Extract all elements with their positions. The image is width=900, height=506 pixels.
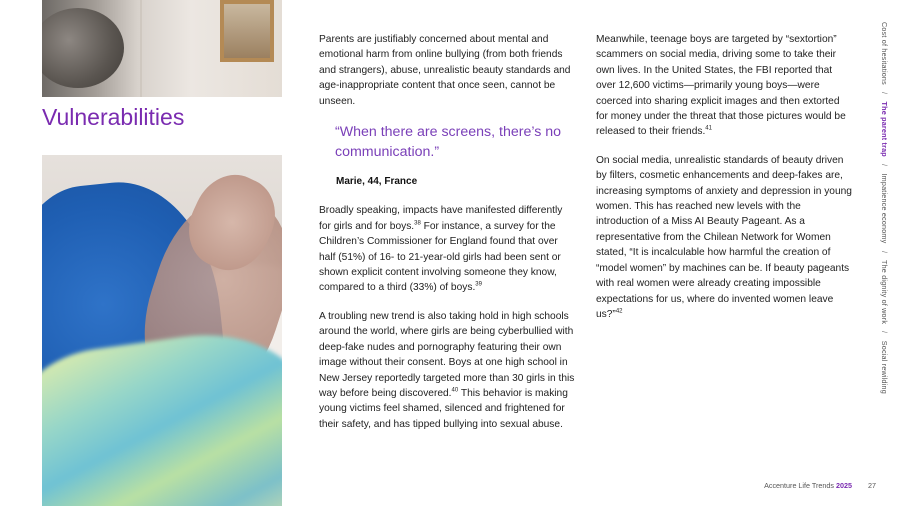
text-column-1 xyxy=(319,32,575,445)
column2-paragraph-1 xyxy=(596,32,854,140)
column1-paragraph-3 xyxy=(319,309,575,432)
column1-paragraph-3-text-b: This behavior is making young victims feel shamed, silenced and frightened for their safety, and has tipped bullying into sexual abuse. xyxy=(319,387,568,430)
page-number: 27 xyxy=(868,481,876,490)
quote-attribution: Marie, 44, France xyxy=(336,176,418,188)
column2-paragraph-2 xyxy=(596,153,854,322)
footnote-ref: 42 xyxy=(615,308,623,315)
column1-paragraph-2 xyxy=(319,203,575,295)
pull-quote: “When there are screens, there’s no communication.” xyxy=(335,124,562,161)
footer-brand: Accenture Life Trends xyxy=(764,481,834,490)
photo-child-head xyxy=(42,8,124,88)
column1-paragraph-2-text-b: For instance, a survey for the Children’s Commissioner for England found that over half (51%) of 16- to 21-year-old girls had been sent or shown explicit content involving someone they know, compared to a third (33%) of boys. xyxy=(319,220,561,294)
footnote-ref: 41 xyxy=(705,126,712,133)
nav-separator: / xyxy=(880,164,889,167)
nav-separator: / xyxy=(880,92,889,95)
photo-background-wall xyxy=(140,0,142,97)
column2-paragraph-2-text: On social media, unrealistic standards of beauty driven by filters, cosmetic enhancements and deep-fakes are, increasing symptoms of anxiety and depression in young women. This has reached new levels with the introduction of a Miss AI Beauty Pageant. As a representative from the Chilean Network for Women stated, “It is incalculable how harmful the creation of “model women” by machines can be. If beauty pageants with real women were already creating impossible expectations for us, where do invented women leave us?” xyxy=(596,154,852,320)
footnote-ref: 38 xyxy=(414,220,421,227)
photo-wall-frame xyxy=(220,0,274,62)
nav-item-dignity-of-work[interactable]: The dignity of work xyxy=(880,260,889,325)
main-photo xyxy=(42,155,282,506)
footnote-ref: 40 xyxy=(451,387,459,394)
nav-item-social-rewilding[interactable]: Social rewilding xyxy=(880,340,889,394)
text-column-2 xyxy=(596,32,854,335)
column1-paragraph-2-text-a: Broadly speaking, impacts have manifested differently for girls and for boys. xyxy=(319,205,563,232)
page-footer xyxy=(764,481,876,490)
section-nav xyxy=(880,22,889,394)
top-photo xyxy=(42,0,282,97)
column1-paragraph-1: Parents are justifiably concerned about mental and emotional harm from online bullying (from both friends and strangers), abuse, unrealistic beauty standards and age-inappropriate content that once seen, cannot be unseen. xyxy=(319,34,571,107)
footnote-ref: 39 xyxy=(475,282,482,289)
nav-separator: / xyxy=(880,250,889,253)
nav-item-the-parent-trap[interactable]: The parent trap xyxy=(880,101,889,157)
page-title: Vulnerabilities xyxy=(42,104,185,130)
nav-separator: / xyxy=(880,331,889,334)
nav-item-cost-of-hesitations[interactable]: Cost of hesitations xyxy=(880,22,889,85)
column2-paragraph-1-text: Meanwhile, teenage boys are targeted by “sextortion” scammers on social media, driving some to take their own lives. In the United States, the FBI reported that over 12,600 victims—primarily young boys—were coerced into sharing explicit images and then extorted for money under the threat that those pictures would be released to their friends. xyxy=(596,34,846,138)
footer-year: 2025 xyxy=(836,481,852,490)
nav-item-impatience-economy[interactable]: Impatience economy xyxy=(880,173,889,244)
column1-paragraph-3-text-a: A troubling new trend is also taking hold in high schools around the world, where girls are being cyberbullied with deep-fake nudes and pornography featuring their own image without their consent. Boys at one high school in New Jersey reportedly targeted more than 30 girls in this way before being discovered. xyxy=(319,310,575,399)
